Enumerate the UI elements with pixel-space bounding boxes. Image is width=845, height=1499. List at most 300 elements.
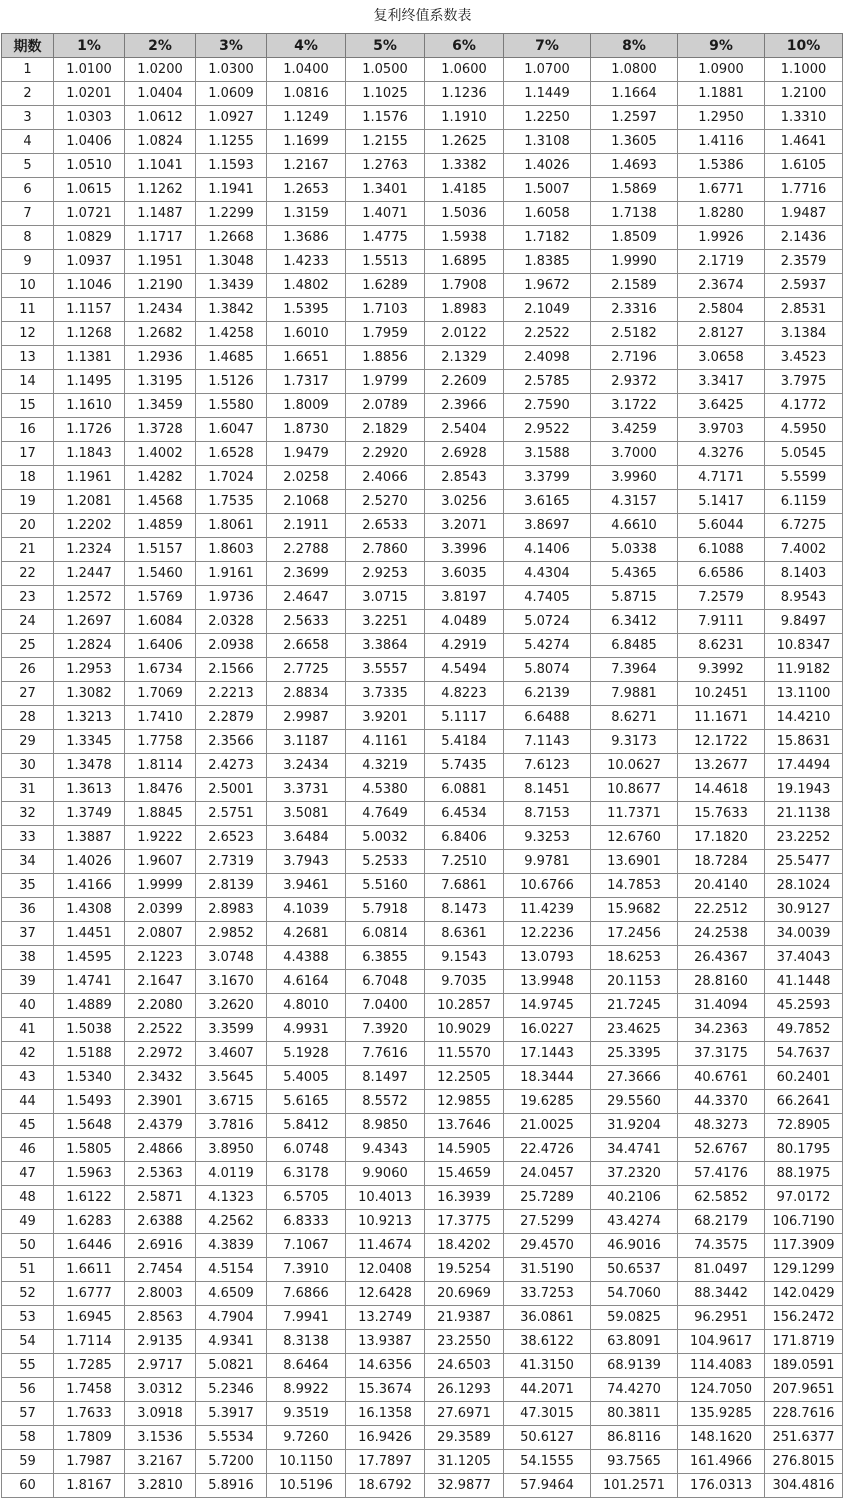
factor-cell: 4.4388: [267, 946, 346, 970]
factor-cell: 4.1161: [346, 730, 425, 754]
factor-cell: 29.4570: [504, 1234, 591, 1258]
factor-cell: 6.0881: [425, 778, 504, 802]
factor-cell: 1.2697: [54, 610, 125, 634]
factor-cell: 228.7616: [765, 1402, 843, 1426]
factor-cell: 135.9285: [678, 1402, 765, 1426]
factor-cell: 1.4802: [267, 274, 346, 298]
factor-cell: 7.1143: [504, 730, 591, 754]
table-row: [2, 1138, 843, 1162]
factor-cell: 1.9999: [125, 874, 196, 898]
table-row: [2, 490, 843, 514]
period-cell: 38: [2, 946, 54, 970]
factor-cell: 101.2571: [591, 1474, 678, 1498]
factor-cell: 30.9127: [765, 898, 843, 922]
factor-cell: 1.2625: [425, 130, 504, 154]
factor-cell: 1.1236: [425, 82, 504, 106]
factor-cell: 8.5572: [346, 1090, 425, 1114]
factor-cell: 3.0256: [425, 490, 504, 514]
factor-cell: 5.8412: [267, 1114, 346, 1138]
table-row: [2, 1354, 843, 1378]
factor-cell: 5.5160: [346, 874, 425, 898]
table-row: [2, 1426, 843, 1450]
factor-cell: 3.5557: [346, 658, 425, 682]
factor-cell: 2.7590: [504, 394, 591, 418]
factor-cell: 20.4140: [678, 874, 765, 898]
factor-cell: 1.6651: [267, 346, 346, 370]
factor-cell: 1.1025: [346, 82, 425, 106]
period-cell: 59: [2, 1450, 54, 1474]
factor-cell: 1.3478: [54, 754, 125, 778]
factor-cell: 4.3157: [591, 490, 678, 514]
factor-cell: 25.5477: [765, 850, 843, 874]
factor-cell: 11.5570: [425, 1042, 504, 1066]
factor-cell: 1.4071: [346, 202, 425, 226]
factor-cell: 2.2920: [346, 442, 425, 466]
factor-cell: 1.0100: [54, 58, 125, 82]
factor-cell: 1.6283: [54, 1210, 125, 1234]
period-cell: 39: [2, 970, 54, 994]
factor-cell: 2.5751: [196, 802, 267, 826]
factor-cell: 1.6406: [125, 634, 196, 658]
factor-cell: 1.0900: [678, 58, 765, 82]
factor-cell: 1.0303: [54, 106, 125, 130]
factor-cell: 2.9135: [125, 1330, 196, 1354]
factor-cell: 59.0825: [591, 1306, 678, 1330]
factor-cell: 1.8061: [196, 514, 267, 538]
period-cell: 55: [2, 1354, 54, 1378]
header-rate: 4%: [267, 34, 346, 58]
factor-cell: 2.5182: [591, 322, 678, 346]
factor-cell: 1.5157: [125, 538, 196, 562]
factor-cell: 9.7260: [267, 1426, 346, 1450]
factor-cell: 2.7319: [196, 850, 267, 874]
factor-cell: 1.5340: [54, 1066, 125, 1090]
factor-cell: 13.9948: [504, 970, 591, 994]
factor-cell: 7.6123: [504, 754, 591, 778]
factor-cell: 54.7637: [765, 1042, 843, 1066]
factor-cell: 3.0658: [678, 346, 765, 370]
factor-cell: 4.6610: [591, 514, 678, 538]
factor-cell: 1.0609: [196, 82, 267, 106]
factor-cell: 3.5081: [267, 802, 346, 826]
factor-cell: 18.3444: [504, 1066, 591, 1090]
factor-cell: 2.4273: [196, 754, 267, 778]
factor-cell: 1.2682: [125, 322, 196, 346]
factor-cell: 1.9672: [504, 274, 591, 298]
factor-cell: 3.1187: [267, 730, 346, 754]
factor-cell: 2.2522: [504, 322, 591, 346]
table-row: [2, 1234, 843, 1258]
factor-cell: 1.4595: [54, 946, 125, 970]
factor-cell: 9.3253: [504, 826, 591, 850]
factor-cell: 2.7860: [346, 538, 425, 562]
factor-cell: 21.1138: [765, 802, 843, 826]
factor-cell: 8.1451: [504, 778, 591, 802]
factor-cell: 6.8406: [425, 826, 504, 850]
factor-cell: 2.9717: [125, 1354, 196, 1378]
factor-cell: 3.8697: [504, 514, 591, 538]
factor-cell: 4.1039: [267, 898, 346, 922]
factor-cell: 10.2451: [678, 682, 765, 706]
factor-cell: 1.3439: [196, 274, 267, 298]
factor-cell: 21.0025: [504, 1114, 591, 1138]
table-row: [2, 610, 843, 634]
factor-cell: 1.3728: [125, 418, 196, 442]
period-cell: 15: [2, 394, 54, 418]
factor-cell: 34.0039: [765, 922, 843, 946]
factor-cell: 4.5494: [425, 658, 504, 682]
factor-cell: 9.9781: [504, 850, 591, 874]
factor-cell: 1.1157: [54, 298, 125, 322]
header-rate: 3%: [196, 34, 267, 58]
factor-cell: 21.9387: [425, 1306, 504, 1330]
factor-cell: 1.7987: [54, 1450, 125, 1474]
factor-cell: 33.7253: [504, 1282, 591, 1306]
factor-cell: 31.9204: [591, 1114, 678, 1138]
table-row: [2, 706, 843, 730]
factor-cell: 12.0408: [346, 1258, 425, 1282]
factor-cell: 2.6916: [125, 1234, 196, 1258]
table-row: [2, 658, 843, 682]
factor-cell: 21.7245: [591, 994, 678, 1018]
factor-cell: 57.4176: [678, 1162, 765, 1186]
factor-cell: 6.8333: [267, 1210, 346, 1234]
factor-cell: 1.2324: [54, 538, 125, 562]
factor-cell: 2.6928: [425, 442, 504, 466]
factor-cell: 7.0400: [346, 994, 425, 1018]
table-row: [2, 1450, 843, 1474]
factor-cell: 1.1381: [54, 346, 125, 370]
factor-cell: 5.2533: [346, 850, 425, 874]
table-row: [2, 538, 843, 562]
factor-cell: 2.4866: [125, 1138, 196, 1162]
factor-cell: 1.4026: [54, 850, 125, 874]
factor-cell: 1.0824: [125, 130, 196, 154]
factor-cell: 3.6484: [267, 826, 346, 850]
factor-cell: 16.0227: [504, 1018, 591, 1042]
factor-cell: 5.7435: [425, 754, 504, 778]
factor-cell: 16.9426: [346, 1426, 425, 1450]
table-row: [2, 178, 843, 202]
factor-cell: 2.5937: [765, 274, 843, 298]
factor-cell: 62.5852: [678, 1186, 765, 1210]
factor-cell: 14.4210: [765, 706, 843, 730]
period-cell: 14: [2, 370, 54, 394]
factor-cell: 1.1449: [504, 82, 591, 106]
factor-cell: 2.2879: [196, 706, 267, 730]
table-row: [2, 370, 843, 394]
factor-cell: 9.3173: [591, 730, 678, 754]
factor-cell: 2.5785: [504, 370, 591, 394]
factor-cell: 23.2550: [425, 1330, 504, 1354]
factor-cell: 1.4451: [54, 922, 125, 946]
factor-cell: 18.4202: [425, 1234, 504, 1258]
period-cell: 19: [2, 490, 54, 514]
factor-cell: 8.6464: [267, 1354, 346, 1378]
factor-cell: 4.7904: [196, 1306, 267, 1330]
factor-cell: 17.1443: [504, 1042, 591, 1066]
factor-cell: 2.3966: [425, 394, 504, 418]
factor-cell: 1.7024: [196, 466, 267, 490]
period-cell: 42: [2, 1042, 54, 1066]
factor-cell: 5.0545: [765, 442, 843, 466]
factor-cell: 2.2788: [267, 538, 346, 562]
factor-cell: 1.0816: [267, 82, 346, 106]
factor-cell: 1.1881: [678, 82, 765, 106]
period-cell: 22: [2, 562, 54, 586]
factor-cell: 1.8983: [425, 298, 504, 322]
factor-cell: 7.6866: [267, 1282, 346, 1306]
factor-cell: 1.5869: [591, 178, 678, 202]
factor-cell: 4.9341: [196, 1330, 267, 1354]
factor-cell: 4.3276: [678, 442, 765, 466]
factor-cell: 1.0937: [54, 250, 125, 274]
factor-cell: 5.7200: [196, 1450, 267, 1474]
factor-cell: 1.0615: [54, 178, 125, 202]
period-cell: 52: [2, 1282, 54, 1306]
factor-cell: 1.7959: [346, 322, 425, 346]
factor-cell: 12.2236: [504, 922, 591, 946]
factor-cell: 3.6165: [504, 490, 591, 514]
factor-cell: 13.0793: [504, 946, 591, 970]
factor-cell: 13.2749: [346, 1306, 425, 1330]
period-cell: 41: [2, 1018, 54, 1042]
period-cell: 11: [2, 298, 54, 322]
table-row: [2, 274, 843, 298]
factor-cell: 1.7103: [346, 298, 425, 322]
factor-cell: 20.6969: [425, 1282, 504, 1306]
table-row: [2, 946, 843, 970]
table-row: [2, 1330, 843, 1354]
factor-cell: 3.2810: [125, 1474, 196, 1498]
factor-cell: 27.5299: [504, 1210, 591, 1234]
period-cell: 2: [2, 82, 54, 106]
factor-cell: 10.9029: [425, 1018, 504, 1042]
factor-cell: 6.7048: [346, 970, 425, 994]
period-cell: 48: [2, 1186, 54, 1210]
period-cell: 26: [2, 658, 54, 682]
factor-cell: 18.6792: [346, 1474, 425, 1498]
factor-cell: 23.2252: [765, 826, 843, 850]
factor-cell: 1.4233: [267, 250, 346, 274]
factor-cell: 26.4367: [678, 946, 765, 970]
period-cell: 28: [2, 706, 54, 730]
factor-cell: 6.7275: [765, 514, 843, 538]
factor-cell: 2.2522: [125, 1018, 196, 1042]
factor-cell: 2.8983: [196, 898, 267, 922]
table-row: [2, 778, 843, 802]
factor-cell: 5.1117: [425, 706, 504, 730]
factor-cell: 2.2080: [125, 994, 196, 1018]
factor-cell: 2.3674: [678, 274, 765, 298]
factor-cell: 2.4647: [267, 586, 346, 610]
factor-cell: 17.1820: [678, 826, 765, 850]
factor-cell: 1.1726: [54, 418, 125, 442]
period-cell: 40: [2, 994, 54, 1018]
factor-cell: 25.7289: [504, 1186, 591, 1210]
factor-cell: 1.4258: [196, 322, 267, 346]
table-row: [2, 1042, 843, 1066]
factor-cell: 24.0457: [504, 1162, 591, 1186]
table-row: [2, 1090, 843, 1114]
header-period: 期数: [2, 34, 54, 58]
factor-cell: 1.2167: [267, 154, 346, 178]
factor-cell: 1.3195: [125, 370, 196, 394]
factor-cell: 1.5126: [196, 370, 267, 394]
factor-cell: 13.6901: [591, 850, 678, 874]
factor-cell: 156.2472: [765, 1306, 843, 1330]
factor-cell: 13.7646: [425, 1114, 504, 1138]
factor-cell: 1.0500: [346, 58, 425, 82]
factor-cell: 2.5871: [125, 1186, 196, 1210]
table-row: [2, 802, 843, 826]
factor-cell: 7.4002: [765, 538, 843, 562]
header-rate: 2%: [125, 34, 196, 58]
factor-cell: 6.4534: [425, 802, 504, 826]
factor-cell: 1.8730: [267, 418, 346, 442]
factor-cell: 44.3370: [678, 1090, 765, 1114]
factor-cell: 1.4002: [125, 442, 196, 466]
factor-cell: 1.6105: [765, 154, 843, 178]
factor-cell: 1.6058: [504, 202, 591, 226]
factor-cell: 7.9111: [678, 610, 765, 634]
factor-cell: 2.3901: [125, 1090, 196, 1114]
factor-cell: 14.5905: [425, 1138, 504, 1162]
factor-cell: 4.1772: [765, 394, 843, 418]
factor-cell: 176.0313: [678, 1474, 765, 1498]
factor-cell: 2.5270: [346, 490, 425, 514]
factor-cell: 117.3909: [765, 1234, 843, 1258]
table-row: [2, 994, 843, 1018]
factor-cell: 29.3589: [425, 1426, 504, 1450]
factor-cell: 50.6537: [591, 1258, 678, 1282]
factor-cell: 8.9543: [765, 586, 843, 610]
factor-cell: 5.8074: [504, 658, 591, 682]
table-row: [2, 130, 843, 154]
factor-cell: 31.4094: [678, 994, 765, 1018]
period-cell: 43: [2, 1066, 54, 1090]
factor-cell: 3.2434: [267, 754, 346, 778]
factor-cell: 7.2579: [678, 586, 765, 610]
factor-cell: 10.2857: [425, 994, 504, 1018]
factor-cell: 43.4274: [591, 1210, 678, 1234]
factor-cell: 1.3310: [765, 106, 843, 130]
factor-cell: 8.6271: [591, 706, 678, 730]
factor-cell: 10.5196: [267, 1474, 346, 1498]
factor-cell: 5.3917: [196, 1402, 267, 1426]
table-row: [2, 250, 843, 274]
factor-cell: 1.2763: [346, 154, 425, 178]
factor-cell: 2.3316: [591, 298, 678, 322]
period-cell: 7: [2, 202, 54, 226]
factor-cell: 2.3432: [125, 1066, 196, 1090]
factor-cell: 37.2320: [591, 1162, 678, 1186]
factor-cell: 1.4775: [346, 226, 425, 250]
period-cell: 23: [2, 586, 54, 610]
factor-cell: 72.8905: [765, 1114, 843, 1138]
factor-cell: 16.3939: [425, 1186, 504, 1210]
factor-cell: 88.1975: [765, 1162, 843, 1186]
factor-cell: 4.0489: [425, 610, 504, 634]
factor-cell: 3.7943: [267, 850, 346, 874]
factor-cell: 2.8531: [765, 298, 843, 322]
factor-cell: 40.2106: [591, 1186, 678, 1210]
factor-cell: 1.1961: [54, 466, 125, 490]
factor-cell: 9.4343: [346, 1138, 425, 1162]
factor-cell: 1.6047: [196, 418, 267, 442]
table-row: [2, 82, 843, 106]
factor-cell: 1.5513: [346, 250, 425, 274]
factor-cell: 304.4816: [765, 1474, 843, 1498]
factor-cell: 2.8003: [125, 1282, 196, 1306]
factor-cell: 104.9617: [678, 1330, 765, 1354]
factor-cell: 9.3519: [267, 1402, 346, 1426]
factor-cell: 13.1100: [765, 682, 843, 706]
period-cell: 32: [2, 802, 54, 826]
factor-cell: 1.5493: [54, 1090, 125, 1114]
factor-cell: 5.7918: [346, 898, 425, 922]
factor-cell: 276.8015: [765, 1450, 843, 1474]
factor-cell: 5.6044: [678, 514, 765, 538]
factor-cell: 4.6509: [196, 1282, 267, 1306]
factor-cell: 1.9487: [765, 202, 843, 226]
period-cell: 57: [2, 1402, 54, 1426]
factor-cell: 6.8485: [591, 634, 678, 658]
factor-cell: 124.7050: [678, 1378, 765, 1402]
factor-cell: 1.7458: [54, 1378, 125, 1402]
factor-cell: 1.8280: [678, 202, 765, 226]
factor-cell: 1.3108: [504, 130, 591, 154]
factor-cell: 5.6165: [267, 1090, 346, 1114]
factor-cell: 2.8543: [425, 466, 504, 490]
factor-cell: 1.3686: [267, 226, 346, 250]
period-cell: 47: [2, 1162, 54, 1186]
factor-cell: 1.0400: [267, 58, 346, 82]
factor-cell: 5.1417: [678, 490, 765, 514]
factor-cell: 6.3412: [591, 610, 678, 634]
period-cell: 29: [2, 730, 54, 754]
period-cell: 17: [2, 442, 54, 466]
factor-cell: 1.1576: [346, 106, 425, 130]
factor-cell: 14.4618: [678, 778, 765, 802]
factor-cell: 8.3138: [267, 1330, 346, 1354]
factor-cell: 1.1487: [125, 202, 196, 226]
factor-cell: 4.9931: [267, 1018, 346, 1042]
factor-cell: 88.3442: [678, 1282, 765, 1306]
factor-cell: 2.8834: [267, 682, 346, 706]
table-row: [2, 466, 843, 490]
factor-cell: 1.0600: [425, 58, 504, 82]
factor-cell: 3.3599: [196, 1018, 267, 1042]
factor-cell: 1.4641: [765, 130, 843, 154]
factor-cell: 1.7410: [125, 706, 196, 730]
factor-cell: 22.2512: [678, 898, 765, 922]
factor-cell: 1.5580: [196, 394, 267, 418]
factor-cell: 11.9182: [765, 658, 843, 682]
header-row: [2, 34, 843, 58]
factor-cell: 29.5560: [591, 1090, 678, 1114]
factor-cell: 7.3964: [591, 658, 678, 682]
factor-cell: 1.2953: [54, 658, 125, 682]
factor-cell: 1.6084: [125, 610, 196, 634]
period-cell: 21: [2, 538, 54, 562]
factor-cell: 2.2213: [196, 682, 267, 706]
factor-cell: 3.2620: [196, 994, 267, 1018]
period-cell: 9: [2, 250, 54, 274]
factor-cell: 1.6945: [54, 1306, 125, 1330]
factor-cell: 11.4674: [346, 1234, 425, 1258]
header-rate: 6%: [425, 34, 504, 58]
